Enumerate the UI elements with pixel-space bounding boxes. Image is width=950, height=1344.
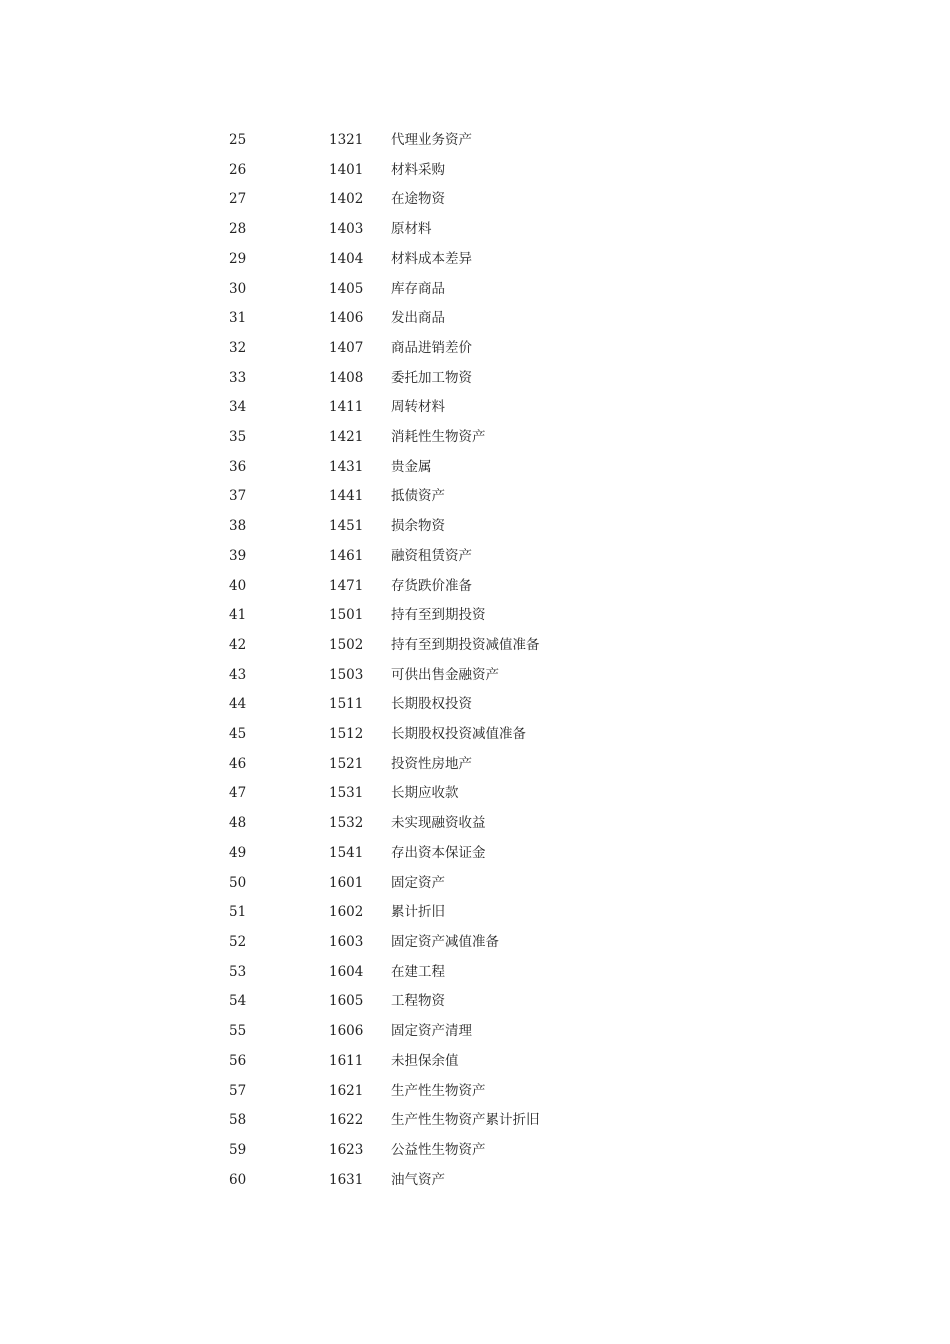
account-name: 委托加工物资 [391,369,472,386]
account-name: 油气资产 [391,1171,445,1188]
account-code: 1532 [329,815,364,832]
account-code: 1603 [329,933,364,950]
table-row [229,1166,691,1196]
row-seq-number: 46 [229,755,247,772]
table-row [229,958,691,988]
table-row [229,898,691,928]
account-code: 1511 [329,696,364,713]
account-name: 代理业务资产 [391,132,472,148]
account-code: 1421 [329,429,364,446]
account-name: 持有至到期投资减值准备 [391,636,540,653]
row-seq-number: 59 [229,1141,247,1158]
account-code: 1408 [329,369,364,386]
row-seq-number: 25 [229,132,247,148]
account-code: 1407 [329,339,364,356]
account-code: 1502 [329,636,364,653]
account-code: 1405 [329,280,364,297]
row-seq-number: 53 [229,963,247,980]
account-name: 发出商品 [391,310,445,327]
account-name: 周转材料 [391,399,445,416]
table-row [229,1136,691,1166]
account-code: 1461 [329,547,364,564]
account-code: 1431 [329,458,364,475]
table-row [229,1077,691,1107]
account-name: 原材料 [391,221,432,238]
account-code-table [229,126,691,1195]
row-seq-number: 32 [229,339,247,356]
table-row [229,1017,691,1047]
row-seq-number: 45 [229,726,247,743]
account-name: 材料成本差异 [391,250,472,267]
account-code: 1604 [329,963,364,980]
account-name: 在途物资 [391,191,445,208]
row-seq-number: 34 [229,399,247,416]
account-code: 1321 [329,132,364,148]
row-seq-number: 36 [229,458,247,475]
table-row [229,334,691,364]
row-seq-number: 30 [229,280,247,297]
table-row [229,1047,691,1077]
account-name: 生产性生物资产 [391,1082,486,1099]
table-row [229,423,691,453]
row-seq-number: 35 [229,429,247,446]
row-seq-number: 37 [229,488,247,505]
table-row [229,869,691,899]
table-row [229,542,691,572]
table-row [229,512,691,542]
table-row [229,453,691,483]
row-seq-number: 42 [229,636,247,653]
row-seq-number: 58 [229,1112,247,1129]
account-code: 1521 [329,755,364,772]
account-name: 工程物资 [391,993,445,1010]
account-code: 1471 [329,577,364,594]
account-code: 1402 [329,191,364,208]
row-seq-number: 50 [229,874,247,891]
row-seq-number: 39 [229,547,247,564]
table-row [229,245,691,275]
account-name: 长期股权投资减值准备 [391,726,526,743]
account-name: 公益性生物资产 [391,1141,486,1158]
account-code: 1606 [329,1023,364,1040]
account-name: 损余物资 [391,518,445,535]
row-seq-number: 56 [229,1052,247,1069]
account-code: 1531 [329,785,364,802]
row-seq-number: 26 [229,161,247,178]
account-rows [229,126,691,1195]
account-code: 1403 [329,221,364,238]
table-row [229,631,691,661]
account-name: 贵金属 [391,458,432,475]
account-code: 1411 [329,399,364,416]
account-name: 可供出售金融资产 [391,666,499,683]
row-seq-number: 31 [229,310,247,327]
account-name: 长期股权投资 [391,696,472,713]
table-row [229,928,691,958]
row-seq-number: 47 [229,785,247,802]
account-name: 材料采购 [391,161,445,178]
account-name: 商品进销差价 [391,339,472,356]
account-code: 1501 [329,607,364,624]
row-seq-number: 28 [229,221,247,238]
account-name: 未实现融资收益 [391,815,486,832]
account-code: 1605 [329,993,364,1010]
table-row [229,572,691,602]
table-row [229,126,691,156]
table-row [229,601,691,631]
table-row [229,156,691,186]
account-name: 未担保余值 [391,1052,459,1069]
account-name: 投资性房地产 [391,755,472,772]
row-seq-number: 54 [229,993,247,1010]
account-name: 生产性生物资产累计折旧 [391,1112,540,1129]
row-seq-number: 43 [229,666,247,683]
account-code: 1406 [329,310,364,327]
account-code: 1401 [329,161,364,178]
account-name: 消耗性生物资产 [391,429,486,446]
account-name: 存出资本保证金 [391,844,486,861]
row-seq-number: 40 [229,577,247,594]
account-name: 融资租赁资产 [391,547,472,564]
account-code: 1503 [329,666,364,683]
account-code: 1622 [329,1112,364,1129]
account-code: 1602 [329,904,364,921]
table-row [229,750,691,780]
account-code: 1631 [329,1171,364,1188]
account-name: 存货跌价准备 [391,577,472,594]
table-row [229,185,691,215]
account-code: 1601 [329,874,364,891]
account-name: 固定资产清理 [391,1023,472,1040]
row-seq-number: 44 [229,696,247,713]
table-row [229,482,691,512]
table-row [229,275,691,305]
account-code: 1441 [329,488,364,505]
account-name: 持有至到期投资 [391,607,486,624]
account-name: 固定资产 [391,874,445,891]
account-code: 1404 [329,250,364,267]
account-name: 抵债资产 [391,488,445,505]
row-seq-number: 49 [229,844,247,861]
account-code: 1541 [329,844,364,861]
account-name: 固定资产减值准备 [391,933,499,950]
account-name: 库存商品 [391,280,445,297]
row-seq-number: 33 [229,369,247,386]
table-row [229,987,691,1017]
account-code: 1451 [329,518,364,535]
row-seq-number: 27 [229,191,247,208]
account-name: 长期应收款 [391,785,459,802]
table-row [229,304,691,334]
row-seq-number: 48 [229,815,247,832]
account-code: 1623 [329,1141,364,1158]
row-seq-number: 60 [229,1171,247,1188]
row-seq-number: 52 [229,933,247,950]
account-code: 1512 [329,726,364,743]
row-seq-number: 38 [229,518,247,535]
account-name: 在建工程 [391,963,445,980]
row-seq-number: 41 [229,607,247,624]
account-code: 1611 [329,1052,364,1069]
table-row [229,690,691,720]
row-seq-number: 57 [229,1082,247,1099]
account-name: 累计折旧 [391,904,445,921]
account-code: 1621 [329,1082,364,1099]
table-row [229,809,691,839]
table-row [229,393,691,423]
table-row [229,661,691,691]
table-row [229,1106,691,1136]
row-seq-number: 29 [229,250,247,267]
table-row [229,720,691,750]
row-seq-number: 51 [229,904,247,921]
table-row [229,839,691,869]
row-seq-number: 55 [229,1023,247,1040]
table-row [229,779,691,809]
table-row [229,364,691,394]
table-row [229,215,691,245]
